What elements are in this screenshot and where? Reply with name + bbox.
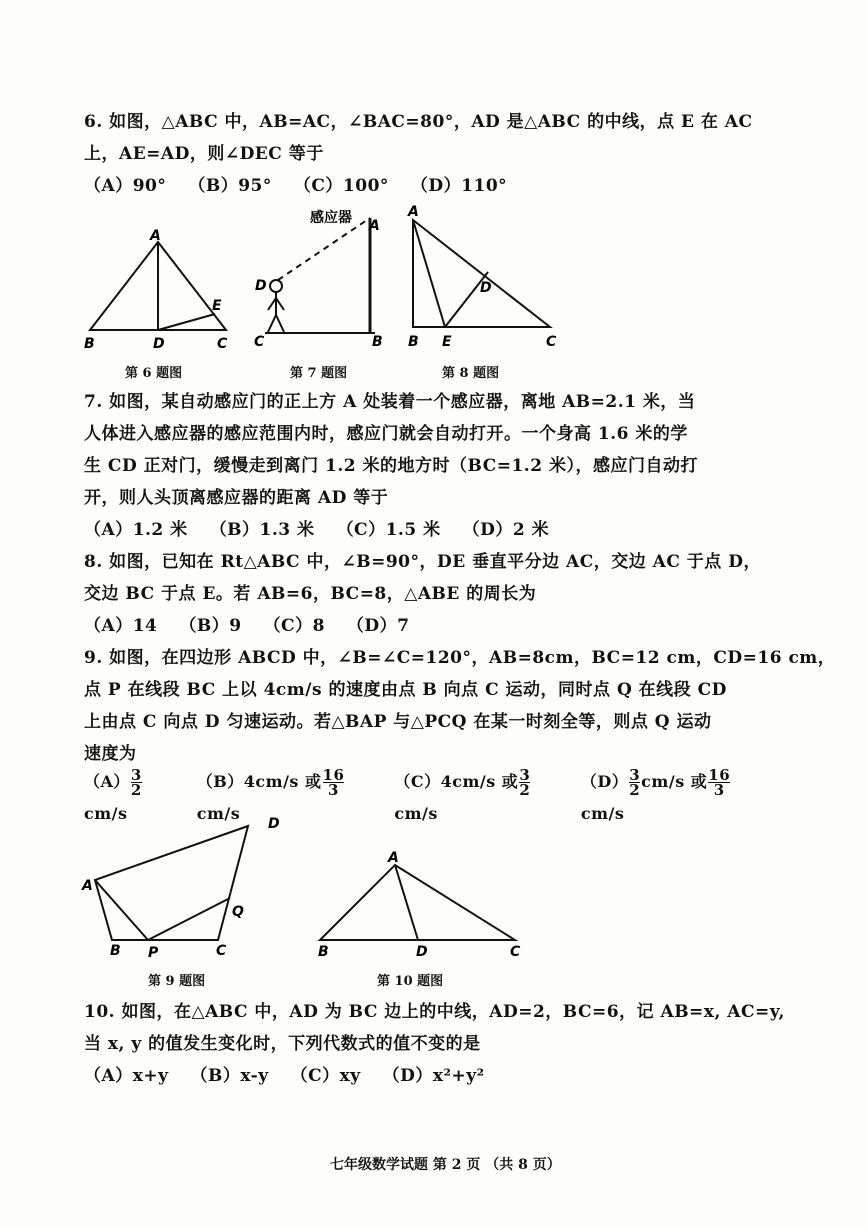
q7-line3: 生 CD 正对门，缓慢走到离门 1.2 米的地方时（BC=1.2 米），感应门自动打 xyxy=(84,456,698,476)
q9-opt-b-den: 3 xyxy=(327,781,339,799)
figure-7 xyxy=(265,218,375,333)
fig6-label-c: C xyxy=(217,336,228,352)
q8-option-d[interactable]: （D）7 xyxy=(346,616,410,636)
fig7-label-a: A xyxy=(369,218,380,234)
q9-line2: 点 P 在线段 BC 上以 4cm/s 的速度由点 B 向点 C 运动，同时点 Q 在线段 CD xyxy=(84,680,727,700)
fig9-label-d: D xyxy=(268,816,280,832)
q7-option-a[interactable]: （A）1.2 米 xyxy=(84,520,188,540)
fig8-label-c: C xyxy=(546,334,557,350)
q7-line2: 人体进入感应器的感应范围内时，感应门就会自动打开。一个身高 1.6 米的学 xyxy=(84,424,688,444)
q9-line3: 上由点 C 向点 D 匀速运动。若△BAP 与△PCQ 在某一时刻全等，则点 Q 运动 xyxy=(84,712,712,732)
question-9 xyxy=(84,642,836,770)
fig7-label-b: B xyxy=(372,334,383,350)
q9-opt-d-den: 2 xyxy=(629,781,641,799)
figures-bottom xyxy=(0,810,867,970)
fig9-label-p: P xyxy=(148,945,159,961)
q10-option-b[interactable]: （B）x-y xyxy=(190,1066,269,1086)
figure-8 xyxy=(413,220,550,327)
q9-opt-a-unit: cm/s xyxy=(84,804,128,823)
q9-line4: 速度为 xyxy=(84,744,137,764)
fig9-caption: 第 9 题图 xyxy=(148,974,206,989)
figure-6 xyxy=(90,242,226,330)
figure-9 xyxy=(95,826,248,940)
q9-opt-a-den: 2 xyxy=(130,781,142,799)
q9-opt-d-num2: 16 xyxy=(708,766,731,784)
q8-options xyxy=(84,610,784,642)
q7-option-d[interactable]: （D）2 米 xyxy=(462,520,550,540)
question-8 xyxy=(84,546,784,642)
q7-line4: 开，则人头顶离感应器的距离 AD 等于 xyxy=(84,488,389,508)
fig7-label-c: C xyxy=(254,334,265,350)
q8-line1: 8. 如图，已知在 Rt△ABC 中，∠B=90°，DE 垂直平分边 AC，交边 AC 于点 D， xyxy=(84,552,761,572)
fig10-label-d: D xyxy=(416,944,428,960)
q9-opt-d-den2: 3 xyxy=(713,781,725,799)
q8-option-a[interactable]: （A）14 xyxy=(84,616,158,636)
fig9-label-a: A xyxy=(82,878,93,894)
fig8-label-a: A xyxy=(408,204,419,220)
q6-option-a[interactable]: （A）90° xyxy=(84,176,167,196)
fig7-label-d: D xyxy=(255,278,267,294)
fig9-label-c: C xyxy=(216,943,227,959)
q10-line2: 当 x, y 的值发生变化时，下列代数式的值不变的是 xyxy=(84,1034,481,1054)
fig7-caption: 第 7 题图 xyxy=(290,366,348,381)
q9-opt-a-label: （A） xyxy=(84,772,130,791)
q9-opt-b-unit: cm/s xyxy=(196,804,241,823)
fig6-caption: 第 6 题图 xyxy=(125,366,183,381)
figure-10 xyxy=(320,865,515,940)
fig10-label-a: A xyxy=(388,850,399,866)
q10-option-c[interactable]: （C）xy xyxy=(290,1066,361,1086)
fig10-caption: 第 10 题图 xyxy=(377,974,444,989)
q9-opt-c-num: 3 xyxy=(519,766,531,784)
q9-opt-b-label: （B）4cm/s 或 xyxy=(196,772,322,791)
q9-opt-d-num: 3 xyxy=(629,766,641,784)
fig6-label-b: B xyxy=(84,336,95,352)
q9-opt-d-label: （D） xyxy=(580,772,629,791)
fig8-label-e: E xyxy=(442,334,452,350)
fig7-sensor-label: 感应器 xyxy=(310,210,352,226)
fig6-label-a: A xyxy=(150,228,161,244)
q9-line1: 9. 如图，在四边形 ABCD 中，∠B=∠C=120°，AB=8cm，BC=12 cm，CD=16 cm， xyxy=(84,648,836,668)
fig6-label-e: E xyxy=(212,298,222,314)
q9-opt-d-unit: cm/s xyxy=(580,804,625,823)
page-footer: 七年级数学试题 第 2 页 （共 8 页） xyxy=(330,1157,561,1173)
q9-opt-c-fraction xyxy=(519,768,530,797)
figure-6-labels xyxy=(84,228,228,352)
q9-opt-d-fraction xyxy=(629,768,640,797)
q7-line1: 7. 如图，某自动感应门的正上方 A 处装着一个感应器，离地 AB=2.1 米，当 xyxy=(84,392,696,412)
fig10-label-b: B xyxy=(318,944,329,960)
q9-opt-b-fraction xyxy=(323,768,345,797)
q7-options xyxy=(84,514,784,546)
figure-7-labels xyxy=(254,209,383,350)
q9-opt-d-fraction2 xyxy=(708,768,730,797)
fig10-label-c: C xyxy=(510,944,521,960)
question-10 xyxy=(84,996,784,1092)
fig8-label-b: B xyxy=(408,334,419,350)
q9-opt-c-label: （C）4cm/s 或 xyxy=(394,772,519,791)
fig9-label-q: Q xyxy=(232,904,244,920)
fig8-caption: 第 8 题图 xyxy=(442,366,500,381)
q8-option-c[interactable]: （C）8 xyxy=(263,616,325,636)
q7-option-c[interactable]: （C）1.5 米 xyxy=(336,520,441,540)
question-6 xyxy=(84,106,784,202)
q9-opt-b-num: 16 xyxy=(322,766,345,784)
q6-option-b[interactable]: （B）95° xyxy=(188,176,272,196)
q9-opt-c-den: 2 xyxy=(519,781,531,799)
q6-line1: 6. 如图，△ABC 中，AB=AC，∠BAC=80°，AD 是△ABC 的中线，点 E 在 AC xyxy=(84,112,753,132)
q6-options xyxy=(84,170,784,202)
q6-line2: 上，AE=AD，则∠DEC 等于 xyxy=(84,144,324,164)
q10-line1: 10. 如图，在△ABC 中，AD 为 BC 边上的中线，AD=2，BC=6，记 AB=x, AC=y, xyxy=(84,1002,785,1022)
q9-opt-a-num: 3 xyxy=(130,766,142,784)
figure-10-labels xyxy=(318,850,521,960)
q10-options xyxy=(84,1060,784,1092)
q10-option-a[interactable]: （A）x+y xyxy=(84,1066,169,1086)
q7-option-b[interactable]: （B）1.3 米 xyxy=(209,520,315,540)
q6-option-d[interactable]: （D）110° xyxy=(410,176,508,196)
fig9-label-b: B xyxy=(110,943,121,959)
q8-option-b[interactable]: （B）9 xyxy=(179,616,242,636)
fig8-label-d: D xyxy=(480,280,492,296)
q9-opt-d-mid: cm/s 或 xyxy=(641,772,708,791)
q9-opt-c-unit: cm/s xyxy=(394,804,438,823)
q6-option-c[interactable]: （C）100° xyxy=(293,176,389,196)
question-7 xyxy=(84,386,784,546)
q10-option-d[interactable]: （D）x²+y² xyxy=(382,1066,485,1086)
q9-opt-a-fraction xyxy=(131,768,142,797)
q8-line2: 交边 BC 于点 E。若 AB=6，BC=8，△ABE 的周长为 xyxy=(84,584,537,604)
fig6-label-d: D xyxy=(153,336,165,352)
